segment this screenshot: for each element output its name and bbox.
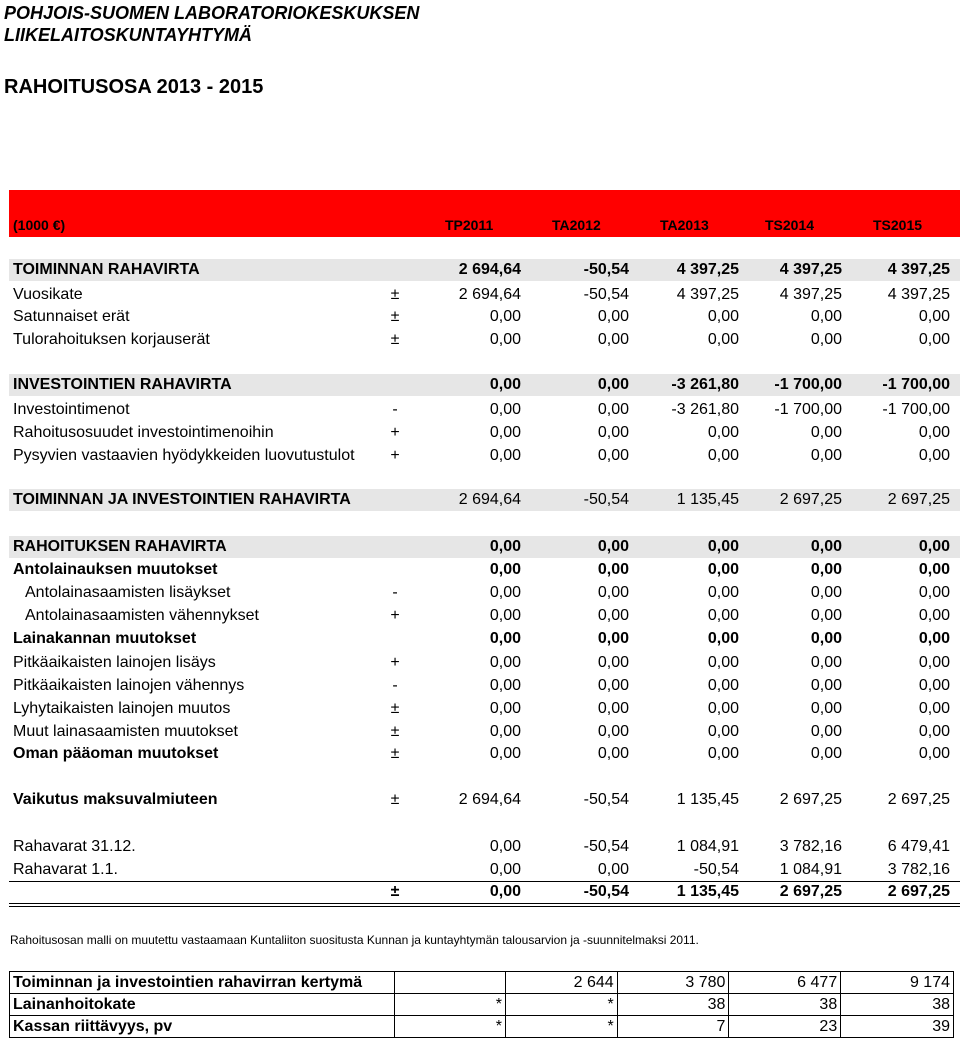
table-row [9,721,960,743]
cell: 1 135,45 [676,883,739,900]
cell: 0,00 [810,677,842,694]
unit-label: (1000 €) [13,217,66,233]
cell: 0,00 [918,630,950,647]
table-row [9,489,960,511]
row-label: Tulorahoituksen korjauserät [13,331,210,348]
cell: -3 261,80 [671,401,739,418]
table-row [9,743,960,765]
cell: 1 084,91 [779,861,842,878]
cell: 9 174 [841,972,954,994]
cell: 38 [729,994,841,1016]
col-header-ts2015: TS2015 [873,217,923,233]
cell: 0,00 [489,838,521,855]
page-title: RAHOITUSOSA 2013 - 2015 [4,76,264,98]
cell: -1 700,00 [774,401,842,418]
row-label: Oman pääoman muutokset [13,745,219,762]
row-label: Pysyvien vastaavien hyödykkeiden luovutustulot [13,447,355,464]
cell: 0,00 [918,447,950,464]
table-row [9,859,960,881]
cell: 2 694,64 [458,261,521,278]
cell: 4 397,25 [676,261,739,278]
cell: * [394,1016,505,1038]
cell: 0,00 [597,630,629,647]
table-row [9,306,960,328]
cell: 3 780 [617,972,729,994]
org-line-1: POHJOIS-SUOMEN LABORATORIOKESKUKSEN [4,3,420,23]
cell: 0,00 [918,745,950,762]
cell: * [394,994,505,1016]
cell: 0,00 [489,723,521,740]
table-row [9,399,960,421]
cell: 0,00 [918,654,950,671]
row-sign: ± [390,286,400,303]
cell: -50,54 [583,883,629,900]
summary-table [9,971,954,1038]
cell: 0,00 [707,584,739,601]
cell: 0,00 [597,538,629,555]
cell: 0,00 [597,745,629,762]
row-label: Lainakannan muutokset [13,630,197,647]
col-header-ts2014: TS2014 [765,217,815,233]
cell: 1 135,45 [676,491,739,508]
cell: 38 [841,994,954,1016]
cell: 0,00 [489,401,521,418]
table-row [9,374,960,396]
row-label: Antolainauksen muutokset [13,561,218,578]
cell: * [505,1016,617,1038]
cell: 0,00 [707,447,739,464]
cell: -50,54 [583,286,629,303]
cell: 0,00 [489,447,521,464]
footnote: Rahoitusosan malli on muutettu vastaamaan Kuntaliiton suositusta Kunnan ja kuntayhtymän talousarvion ja -suunnitelmaksi 2011. [10,933,699,947]
row-label: Vuosikate [13,286,83,303]
cell: 2 697,25 [887,883,950,900]
row-label: Pitkäaikaisten lainojen vähennys [13,677,245,694]
cell: 0,00 [597,561,629,578]
cell: 0,00 [489,861,521,878]
table-row [9,559,960,581]
row-label: Muut lainasaamisten muutokset [13,723,238,740]
cell: -1 700,00 [882,376,950,393]
cell: 0,00 [489,883,521,900]
row-sign: + [390,424,400,441]
row-label: Lyhytaikaisten lainojen muutos [13,700,231,717]
cell: 0,00 [489,376,521,393]
cell: 0,00 [810,723,842,740]
cell: 0,00 [918,331,950,348]
cell: 0,00 [597,584,629,601]
table-row [9,329,960,351]
cell: 0,00 [597,331,629,348]
row-label: Rahoitusosuudet investointimenoihin [13,424,274,441]
cell: 0,00 [597,447,629,464]
row-label: Rahavarat 31.12. [13,838,136,855]
table-row [9,675,960,697]
cell: 0,00 [489,331,521,348]
cell: 0,00 [707,700,739,717]
cell: 2 697,25 [779,791,842,808]
cell: 0,00 [489,561,521,578]
organization-name [4,2,419,46]
table-row [9,605,960,627]
cell: 2 694,64 [458,491,521,508]
cell: 0,00 [707,331,739,348]
table-row [9,445,960,467]
summary-label: Lainanhoitokate [10,994,395,1016]
cell: 0,00 [810,700,842,717]
cell: 0,00 [597,677,629,694]
cell: 0,00 [707,424,739,441]
cell: 0,00 [707,654,739,671]
cell: -1 700,00 [882,401,950,418]
row-label: TOIMINNAN JA INVESTOINTIEN RAHAVIRTA [13,491,351,508]
cell: 0,00 [489,654,521,671]
col-header-ta2013: TA2013 [660,217,709,233]
cell: 0,00 [597,700,629,717]
cell: 0,00 [489,308,521,325]
cell: 0,00 [489,700,521,717]
cell: 0,00 [707,677,739,694]
cell: 3 782,16 [779,838,842,855]
cell: 0,00 [918,584,950,601]
cell: 0,00 [597,654,629,671]
cell: 0,00 [918,607,950,624]
row-sign: ± [390,308,400,325]
summary-row [10,972,954,994]
cell: 6 477 [729,972,841,994]
row-label: Rahavarat 1.1. [13,861,118,878]
summary-row [10,994,954,1016]
cell: 1 135,45 [676,791,739,808]
cell: 0,00 [597,861,629,878]
summary-row [10,1016,954,1038]
cell: 2 694,64 [458,791,521,808]
row-label: Pitkäaikaisten lainojen lisäys [13,654,216,671]
cell: 0,00 [810,561,842,578]
cell: 0,00 [918,424,950,441]
cell: 0,00 [707,538,739,555]
cell: 0,00 [810,630,842,647]
cell: 0,00 [597,308,629,325]
cell: 0,00 [810,447,842,464]
table-row [9,698,960,720]
cell: 39 [841,1016,954,1038]
cell: 0,00 [707,745,739,762]
cell: 2 694,64 [458,286,521,303]
table-row [9,836,960,858]
row-sign: ± [390,331,400,348]
row-sign: ± [390,883,400,900]
cell: * [505,994,617,1016]
table-row [9,628,960,650]
row-label: Investointimenot [13,401,130,418]
cell: 0,00 [810,654,842,671]
col-header-tp2011: TP2011 [445,217,494,233]
cell: 4 397,25 [887,286,950,303]
cell: 7 [617,1016,729,1038]
cell: -50,54 [583,838,629,855]
cell: 2 697,25 [779,491,842,508]
bottom-rule-2 [9,906,960,907]
row-sign: - [392,584,398,601]
cell: 0,00 [597,401,629,418]
cell: 0,00 [597,424,629,441]
cell: 0,00 [918,538,950,555]
cell: 0,00 [918,677,950,694]
cell: 0,00 [918,561,950,578]
cell: 0,00 [810,308,842,325]
cell: 0,00 [489,630,521,647]
cell: 1 084,91 [676,838,739,855]
cell: -1 700,00 [774,376,842,393]
table-row [9,789,960,811]
bottom-rule-1 [9,903,960,904]
cell: 2 697,25 [887,491,950,508]
summary-label: Kassan riittävyys, pv [10,1016,395,1038]
row-label: Vaikutus maksuvalmiuteen [13,791,218,808]
table-row [9,582,960,604]
col-header-ta2012: TA2012 [552,217,601,233]
cell: -50,54 [583,791,629,808]
cell: 0,00 [489,607,521,624]
cell: 0,00 [810,538,842,555]
row-sign: + [390,607,400,624]
cell: 0,00 [707,308,739,325]
summary-label: Toiminnan ja investointien rahavirran kertymä [10,972,395,994]
cell: 0,00 [810,607,842,624]
cell: 4 397,25 [779,261,842,278]
cell: 0,00 [707,561,739,578]
cell: -50,54 [583,261,629,278]
cell: 2 697,25 [887,791,950,808]
table-row [9,259,960,281]
table-row [9,536,960,558]
row-label: TOIMINNAN RAHAVIRTA [13,261,200,278]
org-line-2: LIIKELAITOSKUNTAYHTYMÄ [4,25,252,45]
row-sign: + [390,447,400,464]
row-sign: + [390,654,400,671]
cell: 6 479,41 [887,838,950,855]
cell: 4 397,25 [779,286,842,303]
cell: 0,00 [489,745,521,762]
cell: 4 397,25 [676,286,739,303]
row-label: Antolainasaamisten vähennykset [25,607,259,624]
cell: 0,00 [489,677,521,694]
cell: 0,00 [597,607,629,624]
row-label: Antolainasaamisten lisäykset [25,584,231,601]
cell: 0,00 [707,630,739,647]
cell: 38 [617,994,729,1016]
row-sign: ± [390,745,400,762]
cell: 0,00 [597,723,629,740]
cell: 0,00 [489,424,521,441]
total-row [9,881,960,903]
cell: 0,00 [918,308,950,325]
cell: -3 261,80 [671,376,739,393]
table-row [9,284,960,306]
row-sign: ± [390,723,400,740]
row-sign: ± [390,700,400,717]
row-label: INVESTOINTIEN RAHAVIRTA [13,376,232,393]
cell: 0,00 [810,745,842,762]
cell: -50,54 [583,491,629,508]
cell: 0,00 [707,723,739,740]
row-sign: ± [390,791,400,808]
cell: 2 644 [505,972,617,994]
cell: 2 697,25 [779,883,842,900]
cell: 0,00 [810,584,842,601]
column-header-bar [9,190,960,237]
cell: 0,00 [707,607,739,624]
row-label: RAHOITUKSEN RAHAVIRTA [13,538,227,555]
cell: 0,00 [597,376,629,393]
cell: 0,00 [810,331,842,348]
row-sign: - [392,677,398,694]
cell: 0,00 [918,723,950,740]
row-sign: - [392,401,398,418]
cell: 0,00 [810,424,842,441]
cell: 4 397,25 [887,261,950,278]
table-row [9,652,960,674]
cell: 0,00 [918,700,950,717]
cell: 0,00 [489,538,521,555]
table-row [9,422,960,444]
row-label: Satunnaiset erät [13,308,130,325]
cell: 0,00 [489,584,521,601]
cell: -50,54 [693,861,739,878]
cell: 3 782,16 [887,861,950,878]
cell: 23 [729,1016,841,1038]
